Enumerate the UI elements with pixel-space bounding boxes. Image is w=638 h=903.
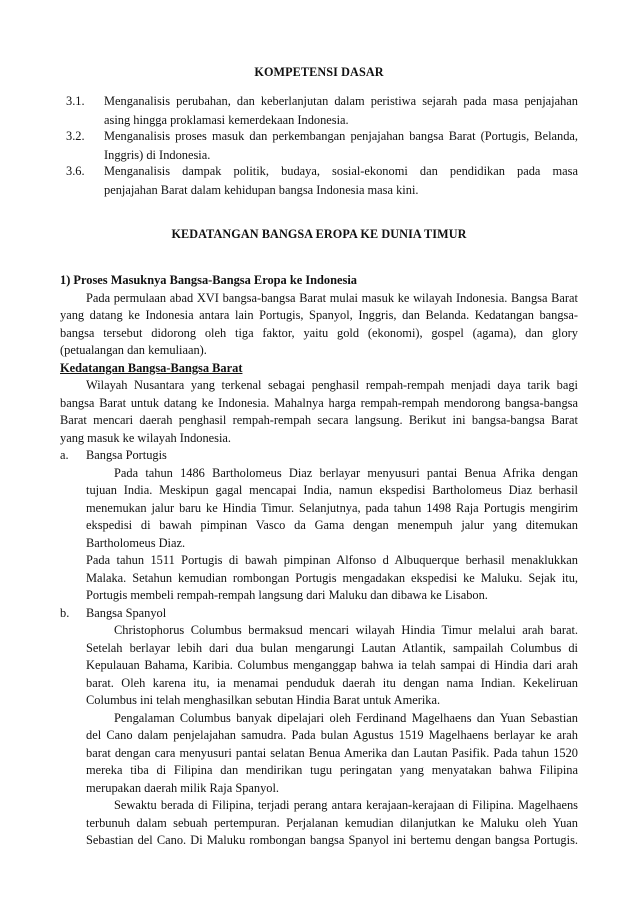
paragraph-line: Pada tahun 1511 Portugis di bawah pimpinan Alfonso d Albuquerque berhasil menaklukkan: [86, 553, 578, 567]
competency-number: 3.6.: [66, 164, 85, 178]
paragraph-line: Pada tahun 1486 Bartholomeus Diaz berlayar menyusuri pantai Benua Afrika dengan: [114, 466, 578, 480]
paragraph-line: Pada permulaan abad XVI bangsa-bangsa Barat mulai masuk ke wilayah Indonesia. Bangsa Barat: [86, 291, 578, 305]
list-marker: b.: [60, 606, 70, 620]
paragraph-line: bangsa tersebut didorong oleh tiga faktor, yaitu gold (ekonomi), gospel (agama), dan glory: [60, 326, 578, 340]
paragraph-line: Pengalaman Columbus banyak dipelajari oleh Ferdinand Magelhaens dan Yuan Sebastian: [114, 711, 578, 725]
section-heading: 1) Proses Masuknya Bangsa-Bangsa Eropa ke Indonesia: [60, 273, 357, 287]
paragraph-line: Malaka. Setahun kemudian rombongan Portugis mengadakan ekspedisi ke Maluku. Sejak itu,: [86, 571, 578, 585]
paragraph-line: (petualangan dan kemuliaan).: [60, 343, 207, 357]
paragraph-line: Setelah berlayar lebih dari dua bulan mengarungi Lautan Atlantik, sampailah Columbus di: [86, 641, 578, 655]
list-marker: a.: [60, 448, 69, 462]
competency-number: 3.2.: [66, 129, 85, 143]
chapter-title: KEDATANGAN BANGSA EROPA KE DUNIA TIMUR: [171, 227, 467, 241]
section-heading: Kedatangan Bangsa-Bangsa Barat: [60, 361, 243, 375]
paragraph-line: terbunuh dalam sebuah pertempuran. Perjalanan kemudian dilanjutkan ke Maluku oleh Yuan: [86, 816, 578, 830]
paragraph-line: merupakan daerah milik Raja Spanyol.: [86, 781, 280, 795]
paragraph-line: Wilayah Nusantara yang terkenal sebagai penghasil rempah-rempah menjadi daya tarik bagi: [86, 378, 578, 392]
paragraph-line: barat. Oleh karena itu, ia menamai penduduk daerah itu dengan nama Indian. Kekeliruan: [86, 676, 578, 690]
competency-text-line: Menganalisis perubahan, dan keberlanjutan dalam peristiwa sejarah pada masa penjajahan: [104, 94, 578, 108]
paragraph-line: yang datang ke Indonesia antara lain Portugis, Spanyol, Inggris, dan Belanda. Kedatangan bangsa-: [60, 308, 578, 322]
paragraph-line: Columbus ini telah menghasilkan sebutan Hindia Barat untuk Amerika.: [86, 693, 441, 707]
competency-text-line: Menganalisis dampak politik, budaya, sosial-ekonomi dan pendidikan pada masa: [104, 164, 578, 178]
competency-text-line: asing hingga proklamasi kemerdekaan Indonesia.: [104, 113, 349, 127]
paragraph-line: del Cano dalam penjelajahan samudra. Pada bulan Agustus 1519 Magelhaens berlayar ke arah: [86, 728, 578, 742]
competency-number: 3.1.: [66, 94, 85, 108]
paragraph-line: Portugis membeli rempah-rempah langsung dari Maluku dan dibawa ke Lisabon.: [86, 588, 488, 602]
paragraph-line: barat dengan cara menyusuri pantai selatan Benua Amerika dan Lautan Pasifik. Pada tahun 1520: [86, 746, 578, 760]
competency-text-line: Inggris) di Indonesia.: [104, 148, 211, 162]
subsection-heading: Bangsa Portugis: [86, 448, 167, 462]
subsection-heading: Bangsa Spanyol: [86, 606, 167, 620]
paragraph-line: ekspedisi di bawah pimpinan Vasco da Gama dengan menempuh jalur yang ditemukan: [86, 518, 578, 532]
paragraph-line: Bartholomeus Diaz.: [86, 536, 186, 550]
paragraph-line: Barat mencari daerah penghasil rempah-rempah secara langsung. Berikut ini bangsa-bangsa Barat: [60, 413, 578, 427]
competency-text-line: Menganalisis proses masuk dan perkembangan penjajahan bangsa Barat (Portugis, Belanda,: [104, 129, 578, 143]
paragraph-line: mereka tiba di Filipina dan mendirikan tugu peringatan yang menyatakan bahwa Filipina: [86, 763, 578, 777]
paragraph-line: Christophorus Columbus bermaksud mencari wilayah Hindia Timur melalui arah barat.: [114, 623, 578, 637]
paragraph-line: menemukan jalur baru ke Hindia Timur. Selanjutnya, pada tahun 1498 Raja Portugis mengirim: [86, 501, 578, 515]
competency-title: KOMPETENSI DASAR: [254, 65, 384, 79]
competency-text-line: penjajahan Barat dalam kehidupan bangsa Indonesia masa kini.: [104, 183, 419, 197]
paragraph-line: Sebastian del Cano. Di Maluku rombongan bangsa Spanyol ini bertemu dengan bangsa Portugis.: [86, 833, 578, 847]
paragraph-line: bangsa Barat untuk datang ke Indonesia. Mahalnya harga rempah-rempah mendorong bangsa-bangsa: [60, 396, 578, 410]
paragraph-line: Kepulauan Bahama, Karibia. Columbus menganggap bahwa ia telah sampai di Hindia dari arah: [86, 658, 578, 672]
paragraph-line: Sewaktu berada di Filipina, terjadi perang antara kerajaan-kerajaan di Filipina. Magelhaens: [114, 798, 578, 812]
paragraph-line: tujuan India. Meskipun gagal mencapai India, namun ekspedisi Bartholomeus Diaz berhasil: [86, 483, 578, 497]
paragraph-line: yang masuk ke wilayah Indonesia.: [60, 431, 232, 445]
